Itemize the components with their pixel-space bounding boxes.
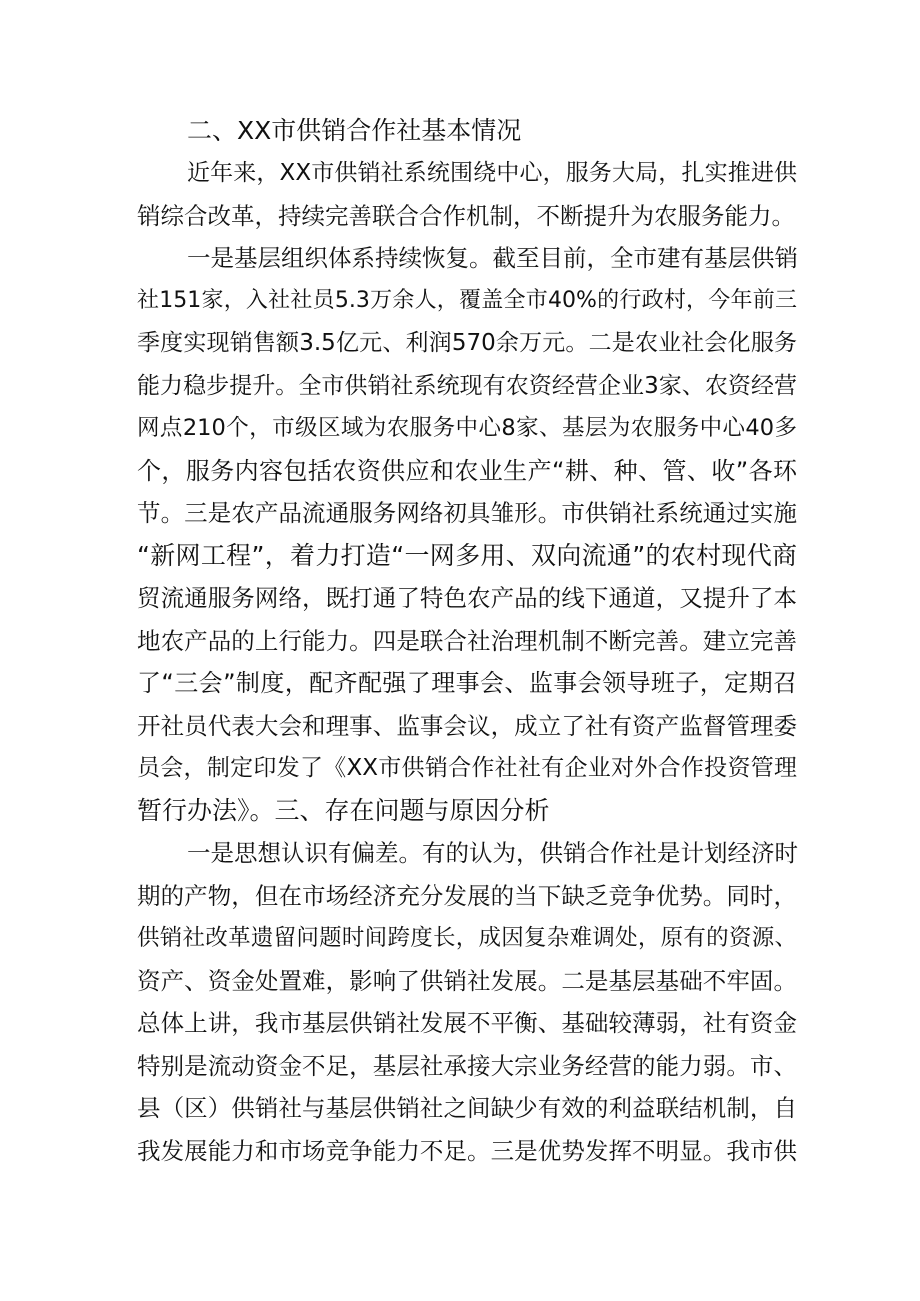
section-heading: 二、XX市供销合作社基本情况 — [187, 116, 522, 145]
paragraph-line: 销综合改革，持续完善联合合作机制，不断提升为农服务能力。 — [137, 202, 795, 230]
paragraph-line: 一是思想认识有偏差。有的认为，供销合作社是计划经济时 — [187, 839, 798, 867]
paragraph-line: 社151家，入社社员5.3万余人，覆盖全市40%的行政村，今年前三 — [137, 288, 797, 313]
paragraph-line: 总体上讲，我市基层供销社发展不平衡、基础较薄弱，社有资金 — [137, 1009, 797, 1037]
paragraph-line: 节。三是农产品流通服务网络初具雏形。市供销社系统通过实施 — [137, 499, 797, 527]
paragraph-line: 贸流通服务网络，既打通了特色农产品的线下通道，又提升了本 — [137, 584, 797, 612]
paragraph-line: 季度实现销售额3.5亿元、利润570余万元。二是农业社会化服务 — [137, 330, 797, 356]
paragraph-line: 资产、资金处置难，影响了供销社发展。二是基层基础不牢固。 — [137, 967, 797, 995]
paragraph-line: 个，服务内容包括农资供应和农业生产“耕、种、管、收”各环 — [137, 457, 797, 485]
paragraph-line: 特别是流动资金不足，基层社承接大宗业务经营的能力弱。市、 — [137, 1052, 797, 1080]
paragraph-line: 网点210个，市级区域为农服务中心8家、基层为农服务中心40多 — [137, 415, 797, 441]
paragraph-line: 近年来，XX市供销社系统围绕中心，服务大局，扎实推进供 — [187, 160, 797, 186]
paragraph-line: 我发展能力和市场竞争能力不足。三是优势发挥不明显。我市供 — [137, 1137, 797, 1165]
paragraph-line: 供销社改革遗留问题时间跨度长，成因复杂难调处，原有的资源、 — [137, 925, 797, 951]
paragraph-line: 员会，制定印发了《XX市供销合作社社有企业对外合作投资管理 — [137, 755, 797, 781]
paragraph-line: 地农产品的上行能力。四是联合社治理机制不断完善。建立完善 — [137, 627, 797, 655]
paragraph-line: 一是基层组织体系持续恢复。截至目前，全市建有基层供销 — [187, 244, 798, 272]
paragraph-line: 县（区）供销社与基层供销社之间缺少有效的利益联结机制，自 — [137, 1094, 797, 1122]
paragraph-line: 期的产物，但在市场经济充分发展的当下缺乏竞争优势。同时， — [137, 882, 797, 910]
paragraph-line: “新网工程”，着力打造“一网多用、双向流通”的农村现代商 — [137, 541, 797, 570]
paragraph-line: 暂行办法》。三、存在问题与原因分析 — [137, 796, 550, 825]
paragraph-line: 开社员代表大会和理事、监事会议，成立了社有资产监督管理委 — [137, 712, 797, 740]
paragraph-line: 了“三会”制度，配齐配强了理事会、监事会领导班子，定期召 — [137, 669, 797, 697]
paragraph-line: 能力稳步提升。全市供销社系统现有农资经营企业3家、农资经营 — [137, 373, 797, 399]
